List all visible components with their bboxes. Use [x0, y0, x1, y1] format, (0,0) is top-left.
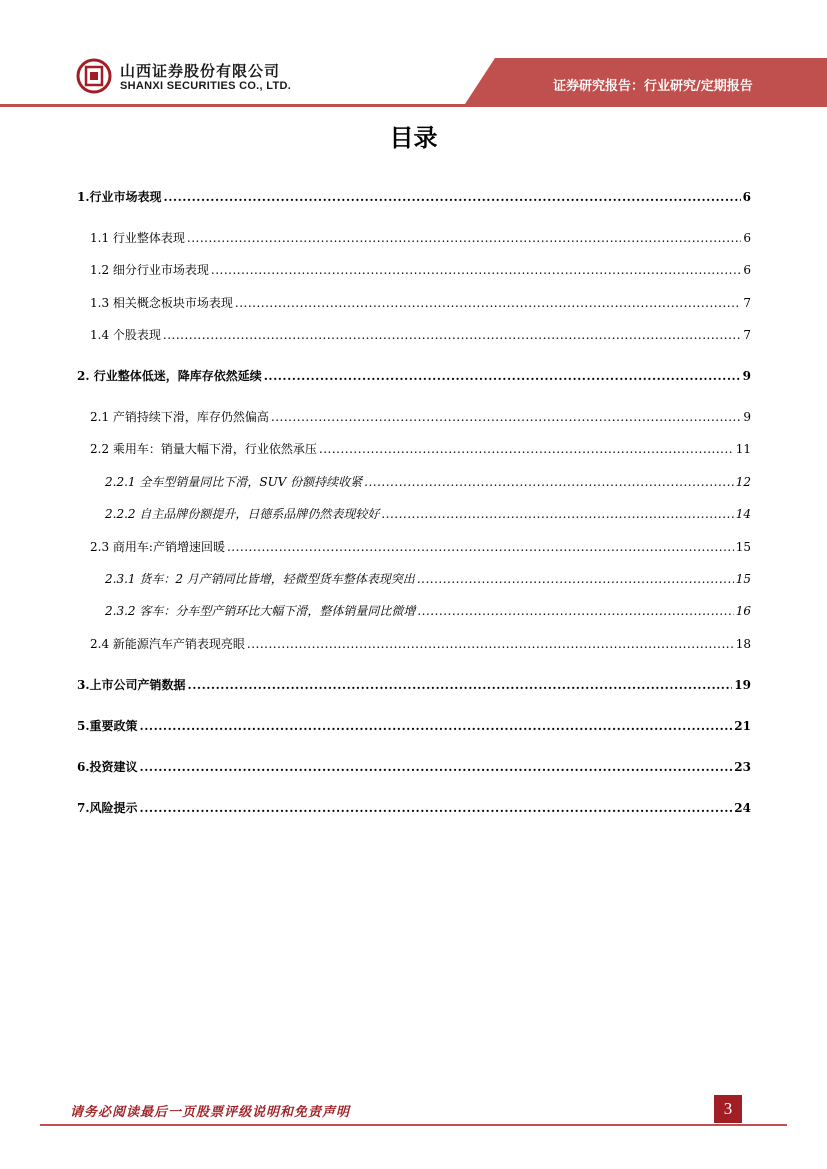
- toc-entry[interactable]: [77, 189, 751, 205]
- company-name-en: SHANXI SECURITIES CO., LTD.: [120, 80, 292, 92]
- toc-entry-label: 2.4 新能源汽车产销表现亮眼: [90, 637, 245, 651]
- toc-entry-label: 7.风险提示: [77, 801, 138, 815]
- toc-title: 目录: [389, 124, 438, 152]
- toc-leader-dots: [140, 759, 733, 775]
- toc-leader-dots: [381, 506, 733, 522]
- toc-entry[interactable]: [90, 409, 751, 425]
- toc-entry[interactable]: [90, 295, 751, 311]
- toc-entry[interactable]: [90, 327, 751, 343]
- toc-entry-label: 2.3.1 货车：2 月产销同比皆增，轻微型货车整体表现突出: [105, 572, 415, 586]
- toc-entry-label: 1.3 相关概念板块市场表现: [90, 296, 233, 310]
- toc-leader-dots: [247, 636, 734, 652]
- toc-entry[interactable]: [90, 441, 751, 457]
- toc-entry[interactable]: [105, 506, 751, 522]
- toc-entry[interactable]: [77, 800, 751, 816]
- toc-entry[interactable]: [77, 368, 751, 384]
- toc-entry[interactable]: [77, 718, 751, 734]
- toc-entry-page: 18: [735, 637, 751, 651]
- toc-entry-page: 16: [735, 604, 751, 618]
- toc-entry-label: 2.2.1 全车型销量同比下滑，SUV 份额持续收紧: [105, 475, 363, 489]
- toc-entry-label: 3.上市公司产销数据: [77, 678, 186, 692]
- toc-entry[interactable]: [77, 759, 751, 775]
- page-header: [0, 0, 827, 110]
- toc-entry-page: 11: [735, 442, 751, 456]
- toc-leader-dots: [164, 189, 741, 205]
- toc-leader-dots: [319, 441, 734, 457]
- toc-entry[interactable]: [90, 262, 751, 278]
- toc-entry-label: 2.2 乘用车：销量大幅下滑，行业依然承压: [90, 442, 317, 456]
- toc-entry-page: 15: [735, 540, 751, 554]
- toc-entry[interactable]: [105, 603, 751, 619]
- toc-leader-dots: [271, 409, 741, 425]
- toc-entry-label: 2.2.2 自主品牌份额提升，日德系品牌仍然表现较好: [105, 507, 380, 521]
- toc-entry-label: 1.1 行业整体表现: [90, 231, 185, 245]
- toc-entry-page: 6: [743, 231, 751, 245]
- footer-divider: [40, 1124, 787, 1126]
- toc-entry[interactable]: [77, 677, 751, 693]
- toc-leader-dots: [211, 262, 741, 278]
- toc-entry-page: 15: [735, 572, 751, 586]
- toc-entry-label: 1.4 个股表现: [90, 328, 161, 342]
- company-logo-icon: [76, 58, 112, 94]
- page-number: 3: [714, 1095, 742, 1123]
- toc-leader-dots: [235, 295, 741, 311]
- toc-leader-dots: [417, 571, 734, 587]
- toc-leader-dots: [417, 603, 733, 619]
- toc-entry-page: 21: [734, 719, 751, 733]
- toc-leader-dots: [188, 677, 733, 693]
- toc-entry-label: 1.2 细分行业市场表现: [90, 263, 209, 277]
- company-name-cn: 山西证券股份有限公司: [120, 62, 281, 80]
- footer-disclaimer: 请务必阅读最后一页股票评级说明和免责声明: [70, 1105, 351, 1120]
- toc-entry-label: 2.3 商用车:产销增速回暖: [90, 540, 225, 554]
- toc-entry-label: 2.1 产销持续下滑，库存仍然偏高: [90, 410, 269, 424]
- toc-entry-page: 9: [743, 410, 751, 424]
- toc-entry-label: 1.行业市场表现: [77, 190, 162, 204]
- toc-entry-page: 7: [743, 296, 751, 310]
- toc-entry-label: 2. 行业整体低迷，降库存依然延续: [77, 369, 262, 383]
- toc-entry[interactable]: [90, 636, 751, 652]
- toc-leader-dots: [264, 368, 741, 384]
- toc-entry[interactable]: [90, 230, 751, 246]
- toc-leader-dots: [364, 474, 734, 490]
- toc-entry-page: 6: [742, 190, 751, 204]
- toc-entry-page: 9: [742, 369, 751, 383]
- toc-leader-dots: [163, 327, 741, 343]
- toc-entry-page: 7: [743, 328, 751, 342]
- toc-leader-dots: [140, 800, 733, 816]
- toc-entry[interactable]: [105, 474, 751, 490]
- toc-entry[interactable]: [105, 571, 751, 587]
- toc-entry[interactable]: [90, 539, 751, 555]
- toc-entry-label: 5.重要政策: [77, 719, 138, 733]
- toc-leader-dots: [187, 230, 741, 246]
- toc-leader-dots: [140, 718, 733, 734]
- toc-entry-page: 19: [734, 678, 751, 692]
- toc-entry-page: 6: [743, 263, 751, 277]
- report-type-label: 证券研究报告：行业研究/定期报告: [553, 79, 753, 94]
- toc-leader-dots: [227, 539, 734, 555]
- toc-entry-page: 23: [734, 760, 751, 774]
- toc-entry-page: 14: [735, 507, 751, 521]
- toc-entry-page: 24: [734, 801, 751, 815]
- toc-entry-label: 2.3.2 客车：分车型产销环比大幅下滑，整体销量同比微增: [105, 604, 416, 618]
- toc-entry-label: 6.投资建议: [77, 760, 138, 774]
- toc-entry-page: 12: [735, 475, 751, 489]
